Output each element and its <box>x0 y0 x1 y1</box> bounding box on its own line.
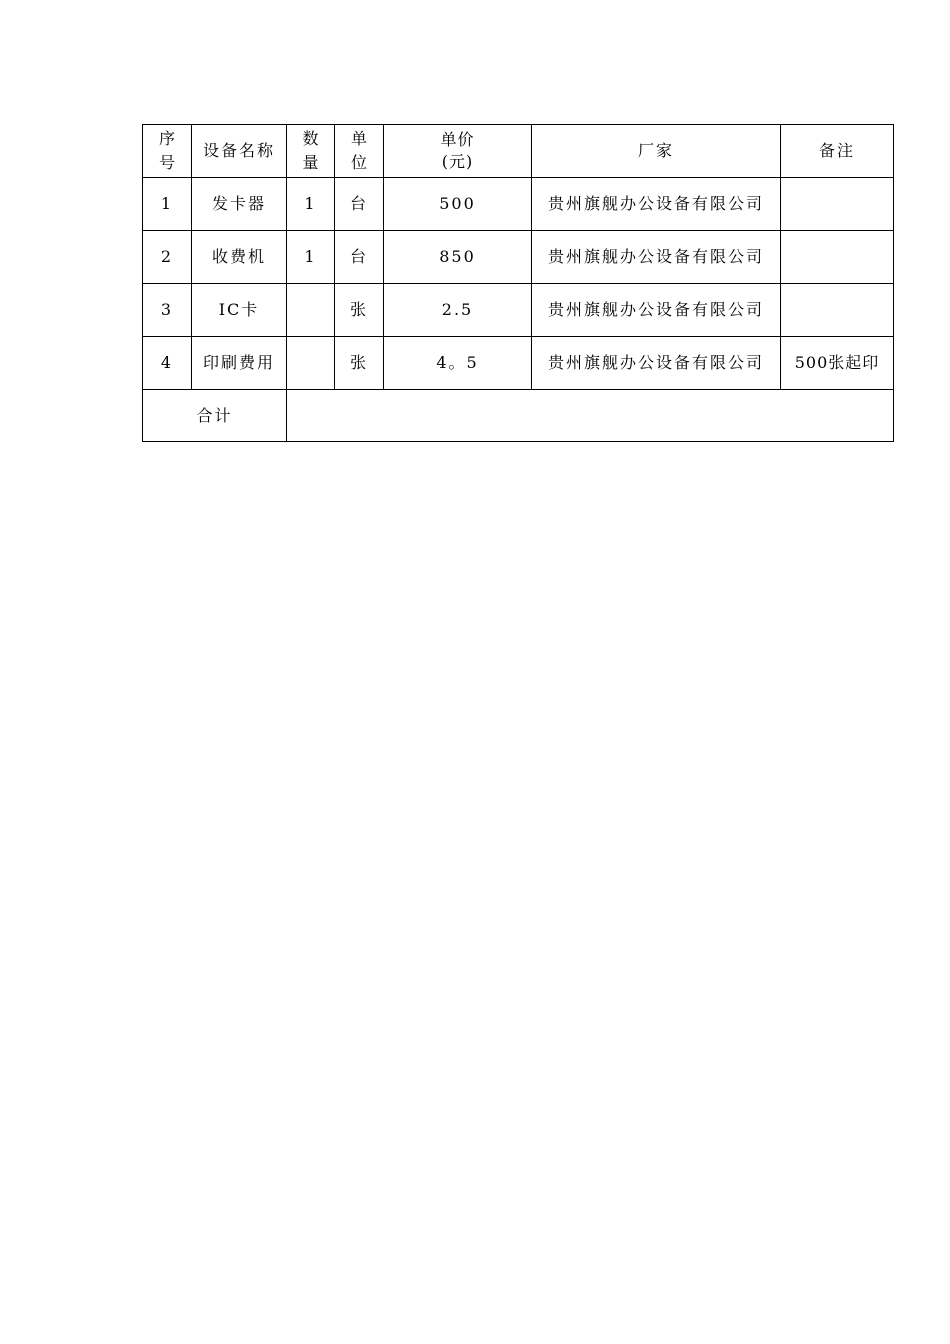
cell-seq: 1 <box>143 178 192 231</box>
header-qty-label: 数量 <box>302 129 319 172</box>
cell-qty <box>287 284 335 337</box>
table-row <box>143 284 894 337</box>
total-row <box>143 390 894 442</box>
cell-price: 850 <box>384 231 532 284</box>
cell-price: 2.5 <box>384 284 532 337</box>
table-row <box>143 231 894 284</box>
cell-remark <box>781 284 894 337</box>
cell-seq: 4 <box>143 337 192 390</box>
cell-seq: 3 <box>143 284 192 337</box>
cell-unit: 张 <box>335 337 384 390</box>
cell-remark: 500张起印 <box>781 337 894 390</box>
cell-unit: 台 <box>335 231 384 284</box>
cell-unit: 张 <box>335 284 384 337</box>
cell-manufacturer: 贵州旗舰办公设备有限公司 <box>532 337 781 390</box>
header-unit <box>335 125 384 178</box>
cell-price: 500 <box>384 178 532 231</box>
header-price <box>384 125 532 178</box>
table-row <box>143 178 894 231</box>
cell-manufacturer: 贵州旗舰办公设备有限公司 <box>532 231 781 284</box>
table-header-row <box>143 125 894 178</box>
cell-remark <box>781 231 894 284</box>
header-name: 设备名称 <box>192 125 287 178</box>
cell-price: 4。5 <box>384 337 532 390</box>
cell-remark <box>781 178 894 231</box>
header-unit-label: 单位 <box>350 129 367 172</box>
cell-name: IC卡 <box>192 284 287 337</box>
cell-seq: 2 <box>143 231 192 284</box>
header-remark: 备注 <box>781 125 894 178</box>
cell-name: 收费机 <box>192 231 287 284</box>
cell-unit: 台 <box>335 178 384 231</box>
cell-qty: 1 <box>287 231 335 284</box>
header-qty <box>287 125 335 178</box>
cell-manufacturer: 贵州旗舰办公设备有限公司 <box>532 284 781 337</box>
equipment-table <box>142 124 894 442</box>
total-value <box>287 390 894 442</box>
cell-name: 发卡器 <box>192 178 287 231</box>
header-seq <box>143 125 192 178</box>
header-price-label: 单价(元) <box>440 130 475 171</box>
cell-qty: 1 <box>287 178 335 231</box>
header-seq-label: 序号 <box>158 129 175 172</box>
cell-name: 印刷费用 <box>192 337 287 390</box>
table-row <box>143 337 894 390</box>
total-label: 合计 <box>143 390 287 442</box>
header-manufacturer: 厂家 <box>532 125 781 178</box>
cell-qty <box>287 337 335 390</box>
cell-manufacturer: 贵州旗舰办公设备有限公司 <box>532 178 781 231</box>
